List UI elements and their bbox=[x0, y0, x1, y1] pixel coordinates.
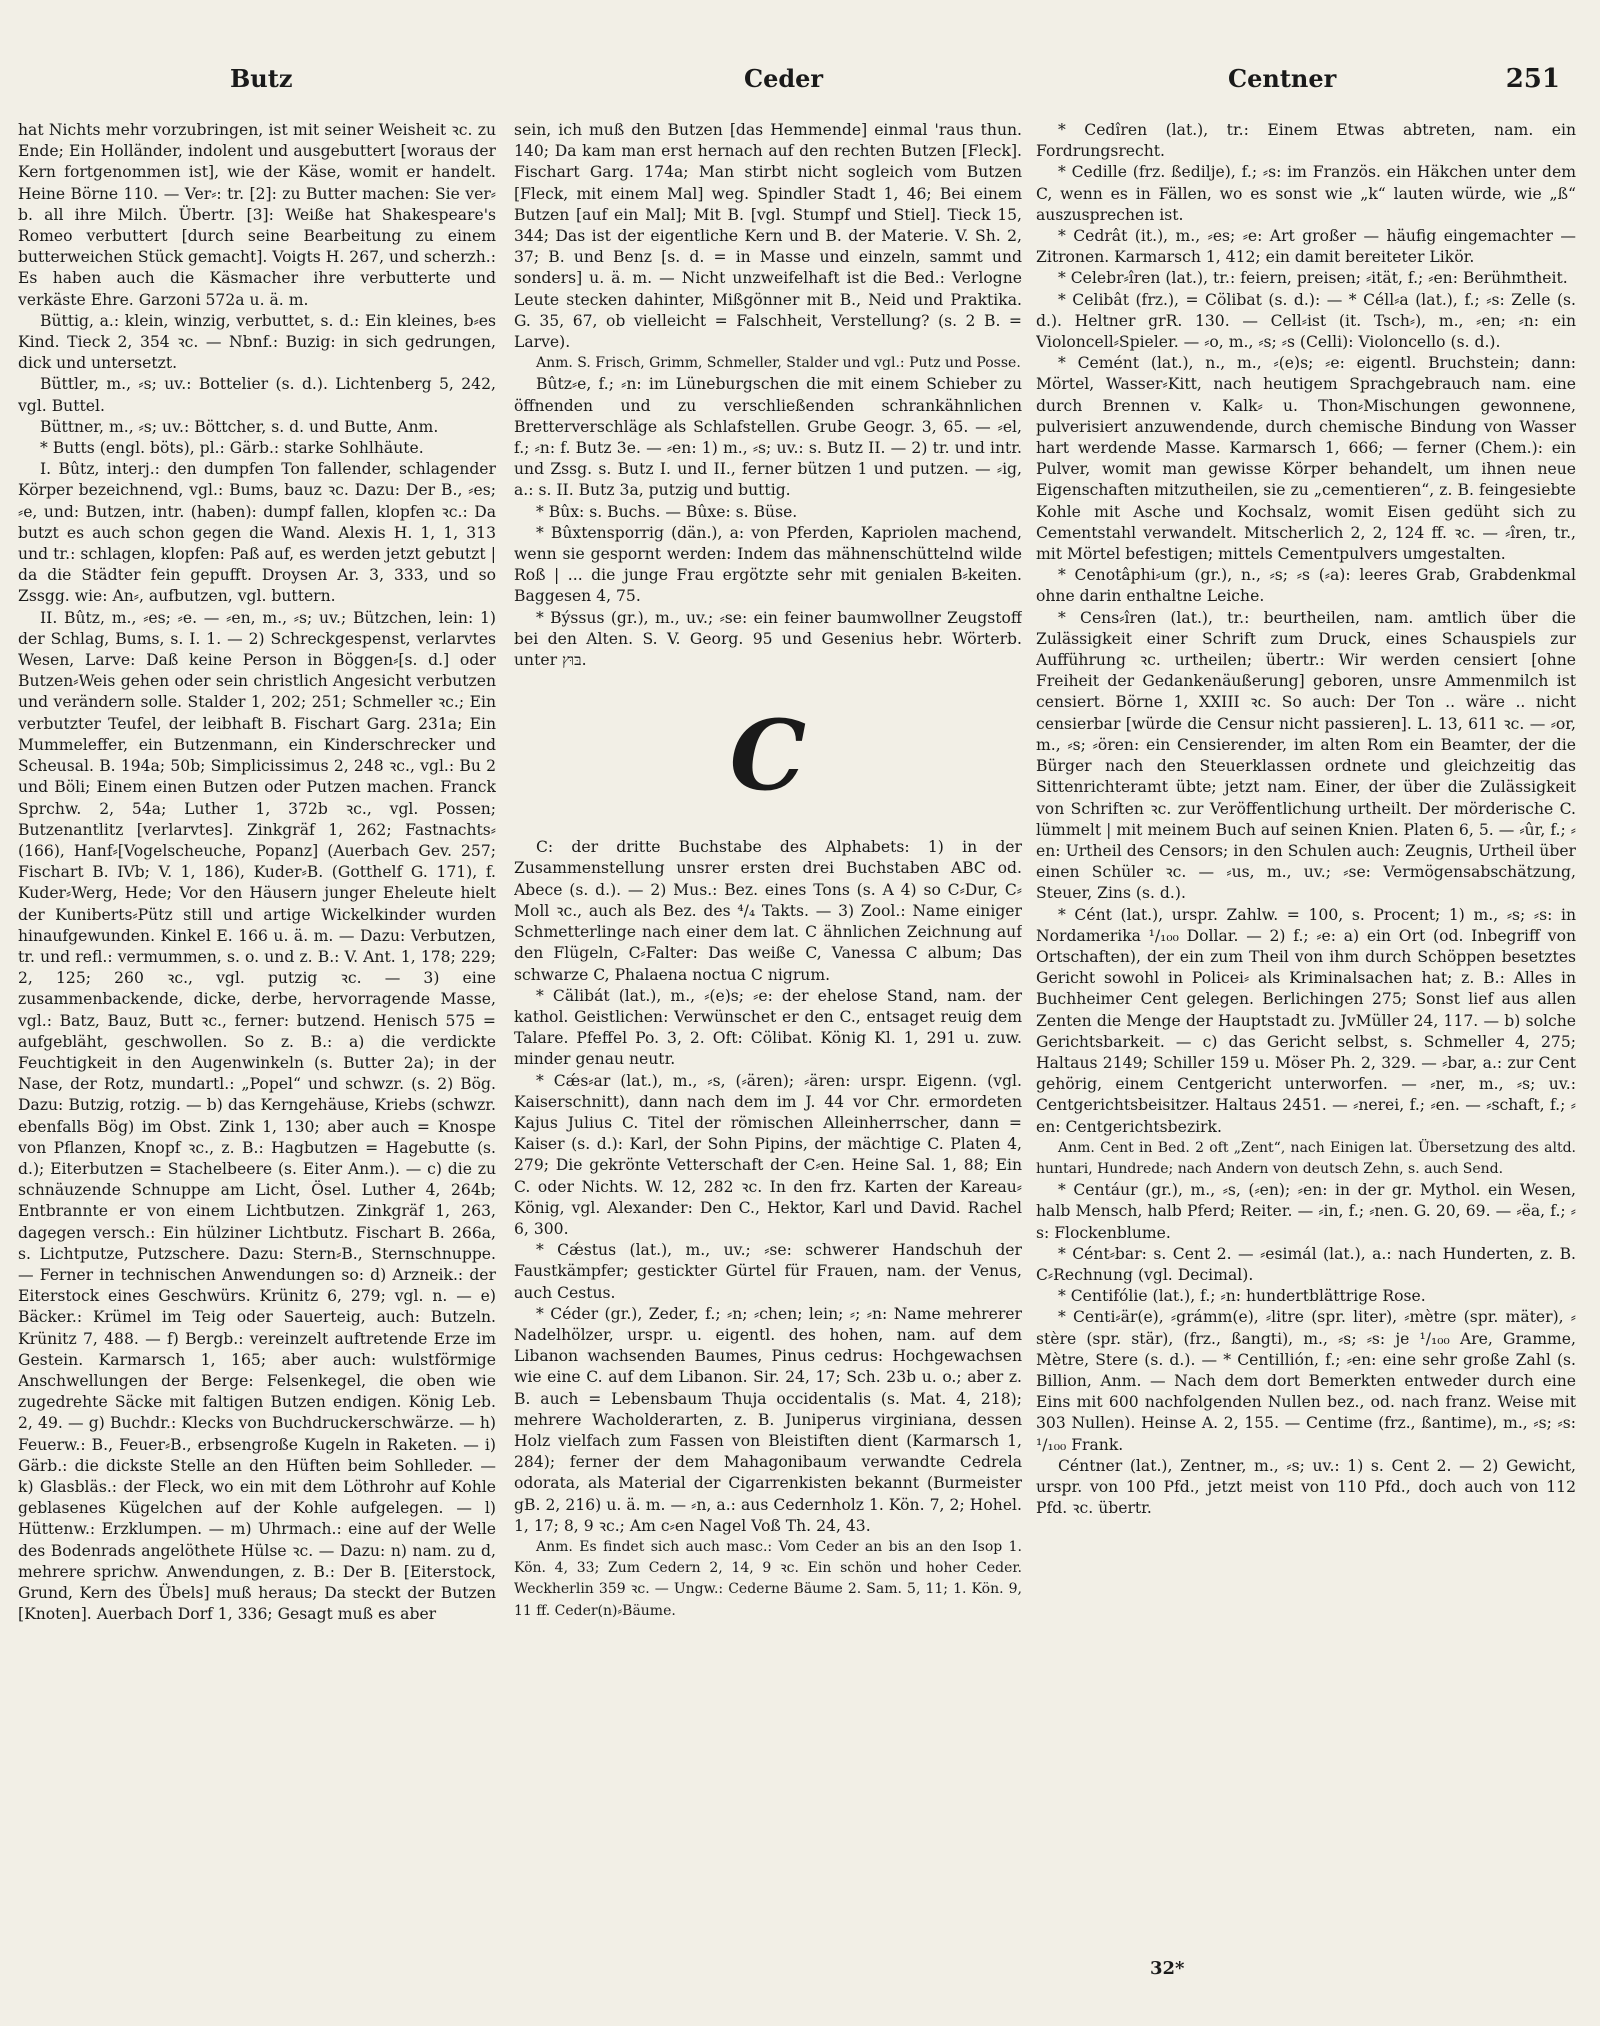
entry-cenotaphium: * Cenotâphi⸗um (gr.), n., ⸗s; ⸗s (⸗a): leeres Grab, Grabdenkmal ohne darin enthaltne Leiche. bbox=[1036, 566, 1576, 606]
entry-centiare: * Centi⸗är(e), ⸗grámm(e), ⸗litre (spr. liter), ⸗mètre (spr. mäter), ⸗stère (spr. stär), (frz., ßangti), m., ⸗s; ⸗s: je ¹/₁₀₀ Are, Gramme, Mètre, Stere (s. d.). — * Centillión, f.; ⸗en: eine sehr große Zahl (s. Billion, Anm. — Nach dem dort Bemerkten entweder durch eine Eins mit 600 nachfolgenden Nullen bez., od. nach franz. Weise mit 303 Nullen). Heinse A. 2, 155. — Centime (frz., ßantime), m., ⸗s; ⸗s: ¹/₁₀₀ Frank. bbox=[1036, 1308, 1576, 1454]
entry-note: Anm. S. Frisch, Grimm, Schmeller, Stalder und vgl.: Putz und Posse. bbox=[536, 355, 1021, 372]
entry-centifolie: * Centifólie (lat.), f.; ⸗n: hundertblättrige Rose. bbox=[1058, 1287, 1426, 1306]
entry-c: C: der dritte Buchstabe des Alphabets: 1) in der Zusammenstellung unsrer ersten drei Buchstaben ABC od. Abece (s. d.). — 2) Mus.: Bez. eines Tons (s. A 4) so C⸗Dur, C⸗Moll ꝛc., auch als Bez. des ⁴/₄ Takts. — 3) Zool.: Name einiger Schmetterlinge nach einer dem lat. C ähnlichen Zeichnung auf den Flügeln, C⸗Falter: Das weiße C, Vanessa C album; Das schwarze C, Phalaena noctua C nigrum. bbox=[514, 838, 1022, 984]
running-head-center: Ceder bbox=[744, 64, 824, 93]
entry-centner: Céntner (lat.), Zentner, m., ⸗s; uv.: 1) s. Cent 2. — 2) Gewicht, urspr. von 100 Pfd., jetzt meist von 110 Pfd., doch auch von 112 Pfd. ꝛc. übertr. bbox=[1036, 1456, 1576, 1518]
entry-cement: * Cemént (lat.), n., m., ⸗(e)s; ⸗e: eigentl. Bruchstein; dann: Mörtel, Wasser⸗Kitt, nach heutigem Sprachgebrauch nam. eine durch Brennen v. Kalk⸗ u. Thon⸗Mischungen gewonnene, pulverisiert anzuwendende, durch chemische Bindung von Wasser hart werdende Masse. Karmarsch 1, 666; — ferner (Chem.): ein Pulver, womit man gewisse Körper behandelt, um ihnen neue Eigenschaften mitzutheilen, sie zu „cementieren“, z. B. feingesiebte Kohle mit Asche und Kochsalz, womit Eisen gedüht sich zu Cementstahl verwandelt. Mitscherlich 2, 2, 124 ff. ꝛc. — ⸗îren, tr., mit Mörtel befestigen; mittels Cementpulvers umgestalten. bbox=[1036, 354, 1576, 564]
entry-centbar: * Cént⸗bar: s. Cent 2. — ⸗esimál (lat.), a.: nach Hunderten, z. B. C⸗Rechnung (vgl. Decimal). bbox=[1036, 1244, 1576, 1284]
entry-cediren: * Cedîren (lat.), tr.: Einem Etwas abtreten, nam. ein Fordrungsrecht. bbox=[1036, 121, 1576, 161]
entry-text: hat Nichts mehr vorzubringen, ist mit seiner Weisheit ꝛc. zu Ende; Ein Holländer, indolent und ausgebuttert [woraus der Kern fortgenommen ist], wie der Käse, womit er handelt. Heine Börne 110. — Ver⸗: tr. [2]: zu Butter machen: Sie ver⸗b. all ihre Milch. Übertr. [3]: Weiße hat Shakespeare's Romeo verbuttert [durch seine Bearbeitung zu einem butterweichen Stück gemacht]. Voigts H. 267, und scherzh.: Es haben auch die Käsmacher ihre verbutterte und verkäste Ehre. Garzoni 572a u. ä. m. bbox=[18, 121, 496, 309]
running-head-left: Butz bbox=[230, 64, 293, 93]
column-middle bbox=[514, 120, 1022, 1990]
entry-cent: * Cént (lat.), urspr. Zahlw. = 100, s. Procent; 1) m., ⸗s; ⸗s: in Nordamerika ¹/₁₀₀ Dollar. — 2) f.; ⸗e: a) ein Ort (od. Inbegriff von Ortschaften), der ein zum Theil von ihm durch Schöppen besetztes Gericht sowohl in Policei⸗ als Kriminalsachen hat; z. B.: Alles in Buchheimer Cent gelegen. Berlichingen 275; Sonst lief aus allen Zenten die Menge der Hauptstadt zu. JvMüller 24, 117. — b) solche Gerichtsbarkeit. — c) das Gericht selbst, s. Schmeller 4, 275; Haltaus 2149; Schiller 159 u. Möser Ph. 2, 329. — ⸗bar, a.: zur Cent gehörig, einem Centgericht unterworfen. — ⸗ner, m., ⸗s; uv.: Centgerichtsbeisitzer. Haltaus 2451. — ⸗nerei, f.; ⸗en. — ⸗schaft, f.; ⸗en: Centgerichtsbezirk. bbox=[1036, 905, 1576, 1136]
entry-butze: Bûtz⸗e, f.; ⸗n: im Lüneburgschen die mit einem Schieber zu öffnenden und zu verschließenden schrankähnlichen Bretterverschläge als Schlafstellen. Grube Geogr. 3, 65. — ⸗el, f.; ⸗n: f. Butz 3e. — ⸗en: 1) m., ⸗s; uv.: s. Butz II. — 2) tr. und intr. und Zssg. s. Butz I. und II., ferner bützen 1 und putzen. — ⸗ig, a.: s. II. Butz 3a, putzig und buttig. bbox=[514, 375, 1022, 500]
entry-censiren: * Cens⸗îren (lat.), tr.: beurtheilen, nam. amtlich über die Zulässigkeit einer Schrift zum Druck, eines Schauspiels zur Aufführung ꝛc. urtheilen; übertr.: Wir werden censiert [ohne Freiheit der Gedankenäußerung] geboren, unsre Ammenmilch ist censiert. Börne 1, XXIII ꝛc. So auch: Der Ton .. wäre .. nicht censierbar [würde die Censur nicht passieren]. L. 13, 611 ꝛc. — ⸗or, m., ⸗s; ⸗ören: ein Censierender, im alten Rom ein Beamter, der die Bürger nach den Steuerklassen ordnete und gleichzeitig das Sittenrichteramt übte; jetzt nam. Einer, der über die Zulässigkeit von Schriften ꝛc. zur Veröffentlichung urtheilt. Der mörderische C. lümmelt | mit meinem Buch auf seinen Knien. Platen 6, 5. — ⸗ûr, f.; ⸗en: Urtheil des Censors; in den Schulen auch: Zeugnis, Urtheil über einen Schüler ꝛc. — ⸗us, m., uv.; ⸗se: Vermögensabschätzung, Steuer, Zins (s. d.). bbox=[1036, 608, 1576, 903]
entry-note: Anm. Es findet sich auch masc.: Vom Ceder an bis an den Isop 1. Kön. 4, 33; Zum Cedern 2, 14, 9 ꝛc. Ein schön und hoher Ceder. Weckherlin 359 ꝛc. — Ungw.: Cederne Bäume 2. Sam. 5, 11; 1. Kön. 9, 11 ff. Ceder(n)⸗Bäume. bbox=[514, 1538, 1022, 1619]
running-head bbox=[30, 64, 1570, 104]
page-number: 251 bbox=[1505, 64, 1560, 94]
entry-celebriren: * Celebr⸗îren (lat.), tr.: feiern, preisen; ⸗ität, f.; ⸗en: Berühmtheit. bbox=[1058, 269, 1568, 288]
entry-buettler: Büttler, m., ⸗s; uv.: Bottelier (s. d.). Lichtenberg 5, 242, vgl. Buttel. bbox=[18, 375, 496, 415]
running-head-right: Centner bbox=[1228, 64, 1337, 93]
section-initial-letter: C bbox=[729, 699, 807, 813]
entry-centaur: * Centáur (gr.), m., ⸗s, (⸗en); ⸗en: in der gr. Mythol. ein Wesen, halb Mensch, halb Pferd; Reiter. — ⸗in, f.; ⸗nen. G. 20, 69. — ⸗ëa, f.; ⸗s: Flockenblume. bbox=[1036, 1181, 1576, 1242]
entry-cedrat: * Cedrât (it.), m., ⸗es; ⸗e: Art großer — häufig eingemachter — Zitronen. Karmarsch 1, 412; ein damit bereiteter Likör. bbox=[1036, 227, 1576, 267]
entry-celibat: * Celibât (frz.), = Cölibat (s. d.): — * Céll⸗a (lat.), f.; ⸗s: Zelle (s. d.). Heltner grR. 130. — Cell⸗ist (it. Tsch⸗), m., ⸗en; ⸗n: ein Violoncell⸗Spieler. — ⸗o, m., ⸗s; ⸗s (Celli): Violoncello (s. d.). bbox=[1036, 290, 1576, 352]
column-right bbox=[1036, 120, 1576, 1990]
entry-caestus: * Cǽstus (lat.), m., uv.; ⸗se: schwerer Handschuh der Faustkämpfer; gestickter Gürtel für Frauen, nam. der Venus, auch Cestus. bbox=[514, 1241, 1022, 1302]
entry-butz-interj: I. Bûtz, interj.: den dumpfen Ton fallender, schlagender Körper bezeichnend, vgl.: Bums, bauz ꝛc. Dazu: Der B., ⸗es; ⸗e, und: Butzen, intr. (haben): dumpf fallen, klopfen ꝛc.: Da butzt es auch schon gegen die Wand. Alexis H. 1, 1, 313 und tr.: schlagen, klopfen: Paß auf, es werden jetzt gebutzt | da die Städter fein gepufft. Droysen Ar. 3, 333, und so Zssgg. wie: An⸗, aufbutzen, vgl. buttern. bbox=[18, 460, 496, 606]
entry-buettig: Büttig, a.: klein, winzig, verbuttet, s. d.: Ein kleines, b⸗es Kind. Tieck 2, 354 ꝛc. — Nbnf.: Buzig: in sich gedrungen, dick und untersetzt. bbox=[18, 311, 496, 373]
entry-butts: * Butts (engl. böts), pl.: Gärb.: starke Sohlhäute. bbox=[40, 439, 424, 458]
entry-butz-noun: II. Bûtz, m., ⸗es; ⸗e. — ⸗en, m., ⸗s; uv.; Bützchen, lein: 1) der Schlag, Bums, s. I. 1. — 2) Schreckgespenst, verlarvtes Wesen, Larve: Daß keine Person in Böggen⸗[s. d.] oder Butzen⸗Weis gehen oder sein christlich Angesicht verbutzen und verändern solle. Stalder 1, 202; 251; Schmeller ꝛc.; Ein verbutzter Teufel, der leibhaft B. Fischart Garg. 231a; Ein Mummeleffer, ein Butzenmann, ein Kinderschrecker und Scheusal. B. 194a; 50b; Simplicissimus 2, 248 ꝛc., vgl.: Bu 2 und Böli; Einem einen Butzen oder Putzen machen. Franck Sprchw. 2, 54a; Luther 1, 372b ꝛc., vgl. Possen; Butzenantlitz [verlarvtes]. Zinkgräf 1, 262; Fastnachts⸗(166), Hanf⸗[Vogelscheuche, Popanz] (Auerbach Gev. 257; Fischart B. IVb; V. 1, 186), Kuder⸗B. (Gotthelf G. 171), f. Kuder⸗Werg, Hede; Vor den Häusern junger Eheleute hielt der Kuniberts⸗Pütz still und artige Wickelkinder wurden hinaufgewunden. Kinkel E. 166 u. ä. m. — Dazu: Verbutzen, tr. und refl.: vermummen, s. o. und z. B.: V. Ant. 1, 178; 229; 2, 125; 260 ꝛc., vgl. putzig ꝛc. — 3) eine zusammenbackende, dicke, derbe, hervorragende Masse, vgl.: Batz, Bauz, Butt ꝛc., ferner: butzend. Henisch 575 = aufgebläht, geschwollen. So z. B.: a) die verdickte Feuchtigkeit in den Augenwinkeln (s. Butter 2a); in der Nase, der Rotz, mundartl.: „Popel“ und schwzr. (s. 2) Bög. Dazu: Butzig, rotzig. — b) das Kerngehäuse, Kriebs (schwzr. ebenfalls Bög) im Obst. Zink 1, 130; aber auch = Knospe von Pflanzen, Knopf ꝛc., z. B.: Hagbutzen = Hagebutte (s. d.); Eiterbutzen = Stachelbeere (s. Eiter Anm.). — c) die zu schnäuzende Schnuppe am Licht, Ösel. Luther 4, 264b; Entbrannte er von einem Lichtbutzen. Zinkgräf 1, 263, dagegen versch.: Ein hülziner Lichtbutz. Fischart B. 266a, s. Lichtputze, Putzschere. Dazu: Stern⸗B., Sternschnuppe. — Ferner in technischen Anwendungen so: d) Arzneik.: der Eiterstock eines Geschwürs. Krünitz 6, 279; vgl. n. — e) Bäcker.: Krümel im Teig oder Sauerteig, auch: Butzeln. Krünitz 7, 488. — f) Bergb.: vereinzelt auftretende Erze im Gestein. Karmarsch 1, 165; aber auch: wulstförmige Anschwellungen der Berge: Felsenkegel, die oben wie zugedrehte Säcke mit faltigen Butzen endigen. König Leb. 2, 49. — g) Buchdr.: Klecks von Buchdruckerschwärze. — h) Feuerw.: B., Feuer⸗B., erbsengroße Kugeln in Raketen. — i) Gärb.: die dickste Stelle an den Hüften beim Sohlleder. — k) Glasbläs.: der Fleck, wo ein mit dem Löthrohr auf Kohle geblasenes Kügelchen auf der Kohle aufgelegen. — l) Hüttenw.: Erzklumpen. — m) Uhrmach.: eine auf der Welle des Bodenrads angelöthete Hülse ꝛc. — Dazu: n) nam. zu d, mehrere sprichw. Anwendungen, z. B.: Der B. [Eiterstock, Grund, Kern des Übels] muß heraus; Da steckt der Butzen [Knoten]. Auerbach Dorf 1, 336; Gesagt muß es aber bbox=[18, 608, 496, 1624]
entry-cedille: * Cedille (frz. ßedilje), f.; ⸗s: im Französ. ein Häkchen unter dem C, wenn es in Fällen, wo es sonst wie „k“ lauten würde, wie „ß“ auszusprechen ist. bbox=[1036, 163, 1576, 224]
entry-text: sein, ich muß den Butzen [das Hemmende] einmal 'raus thun. 140; Da kam man erst hernach auf den rechten Butzen [Fleck]. Fischart Garg. 174a; Man stirbt nicht sogleich vom Butzen [Fleck, mit einem Mal] weg. Spindler Stadt 1, 46; Bei einem Butzen [auf ein Mal]; Mit B. [vgl. Stumpf und Stiel]. Tieck 15, 344; Das ist der eigentliche Kern und B. der Materie. V. Sh. 2, 37; B. und Benz [s. d. = in Masse und einzeln, sammt und sonders] u. ä. m. — Nicht unzweifelhaft ist die Bed.: Verlogne Leute stecken dahinter, Mißgönner mit B., Neid und Praktika. G. 35, 67, ob vielleicht = Falschheit, Verstellung? (s. 2 B. = Larve). bbox=[514, 121, 1022, 352]
entry-buxtensporrig: * Bûxtensporrig (dän.), a: von Pferden, Kapriolen machend, wenn sie gespornt werden: Indem das mähnenschüttelnd wilde Roß | ... die junge Frau ergötzte sehr mit genialen B⸗keiten. Baggesen 4, 75. bbox=[514, 523, 1022, 606]
entry-buettner: Büttner, m., ⸗s; uv.: Böttcher, s. d. und Butte, Anm. bbox=[40, 417, 439, 436]
entry-ceder: * Céder (gr.), Zeder, f.; ⸗n; ⸗chen; lein; ⸗; ⸗n: Name mehrerer Nadelhölzer, urspr. u. eigentl. des hohen, nam. auf dem Libanon wachsenden Baumes, Pinus cedrus: Hochgewachsen wie eine C. auf dem Libanon. Sir. 24, 17; Sch. 23b u. o.; aber z. B. auch = Lebensbaum Thuja occidentalis (s. Mat. 4, 218); mehrere Wacholderarten, z. B. Juniperus virginiana, dessen Holz vielfach zum Fassen von Bleistiften dient (Karmarsch 1, 284); ferner der dem Mahagonibaum verwandte Cedrela odorata, als Material der Cigarrenkisten bekannt (Burmeister gB. 2, 216) u. ä. m. — ⸗n, a.: aus Cedernholz 1. Kön. 7, 2; Hohel. 1, 17; 8, 9 ꝛc.; Am c⸗en Nagel Voß Th. 24, 43. bbox=[514, 1304, 1022, 1535]
entry-byssus: * Býssus (gr.), m., uv.; ⸗se: ein feiner baumwollner Zeugstoff bei den Alten. S. V. Georg. 95 und Gesenius hebr. Wörterb. unter בּוּץ. bbox=[514, 608, 1022, 670]
entry-note: Anm. Cent in Bed. 2 oft „Zent“, nach Einigen lat. Übersetzung des altd. huntari, Hundrede; nach Andern von deutsch Zehn, s. auch Send. bbox=[1036, 1139, 1576, 1177]
column-left bbox=[18, 120, 496, 1990]
printer-signature: 32* bbox=[1150, 1958, 1185, 1979]
entry-caesar: * Cǽs⸗ar (lat.), m., ⸗s, (⸗ären); ⸗ären: urspr. Eigenn. (vgl. Kaiserschnitt), dann nach dem im J. 44 vor Chr. ermordeten Kajus Julius C. Titel der römischen Alleinherrscher, dann = Kaiser (s. d.): Karl, der Sohn Pipins, der mächtige C. Platen 4, 279; Die gekrönte Vetterschaft der C⸗en. Heine Sal. 1, 88; Ein C. oder Nichts. W. 12, 282 ꝛc. In den frz. Karten der Kareau⸗König, vgl. Alexander: Den C., Hektor, Karl und David. Rachel 6, 300. bbox=[514, 1071, 1022, 1238]
entry-bux: * Bûx: s. Buchs. — Bûxe: s. Büse. bbox=[536, 502, 798, 521]
entry-caelibat: * Cälibát (lat.), m., ⸗(e)s; ⸗e: der ehelose Stand, nam. der kathol. Geistlichen: Verwünschet er den C., entsaget reuig dem Talare. Pfeffel Po. 3, 2. Oft: Cölibat. König Kl. 1, 291 u. zuw. minder genau neutr. bbox=[514, 986, 1022, 1069]
